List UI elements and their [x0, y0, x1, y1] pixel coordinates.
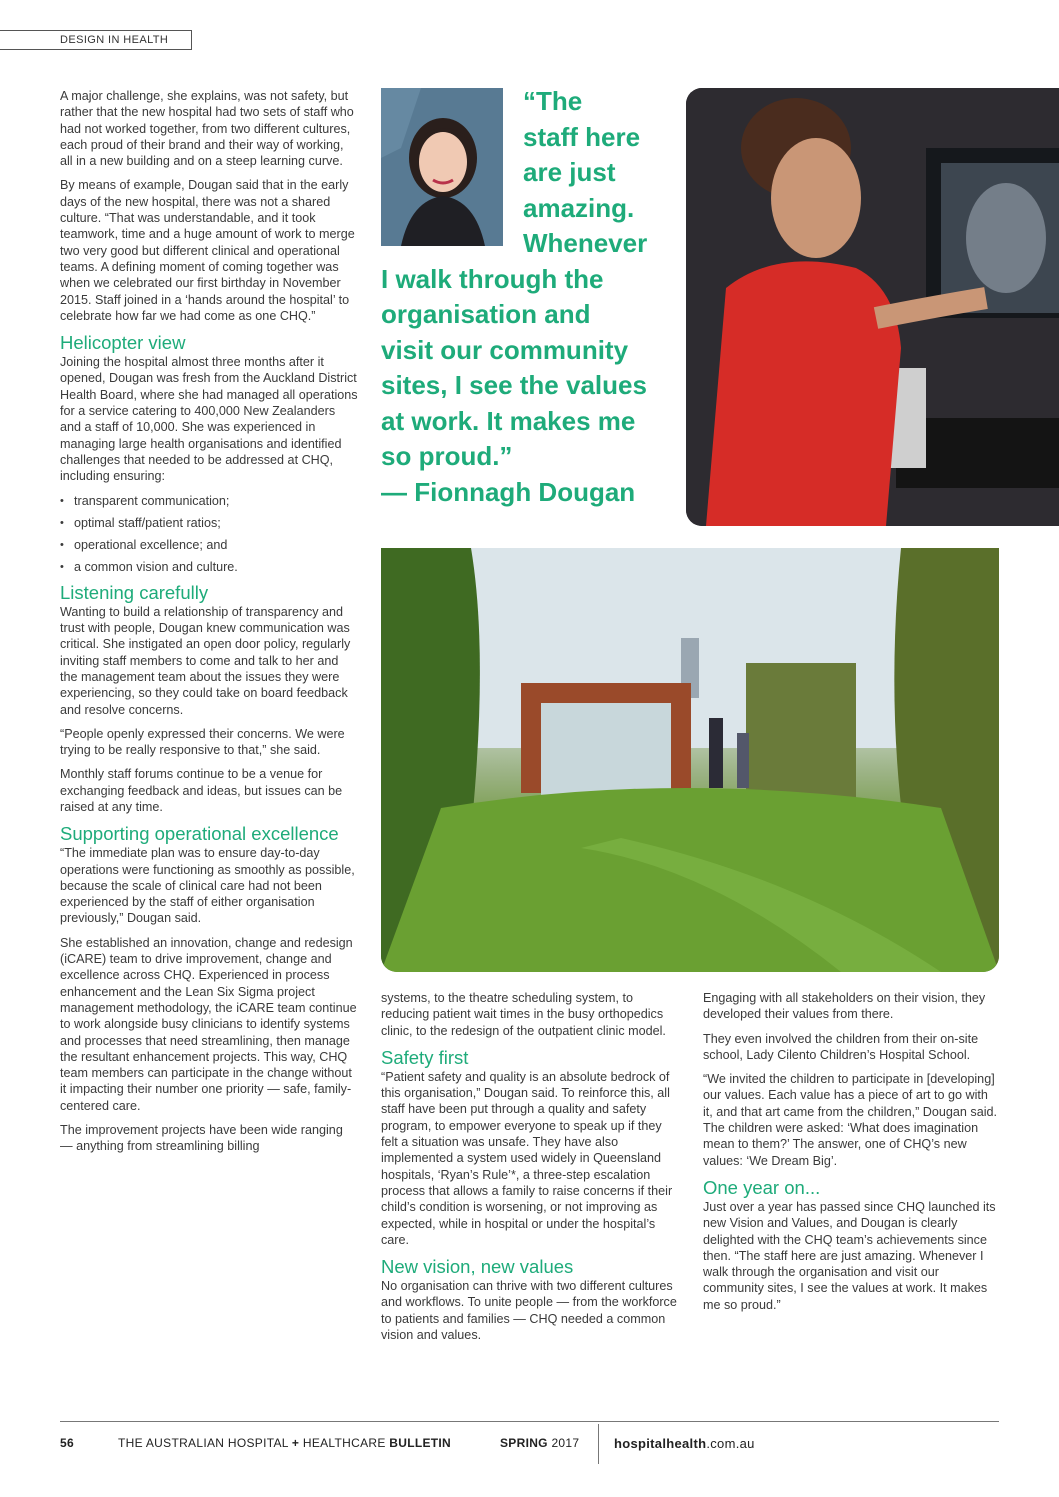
list-item: • a common vision and culture. [60, 559, 358, 575]
publication-name-part: HEALTHCARE [299, 1436, 390, 1450]
quote-line: staff here [523, 121, 641, 152]
issue-year: 2017 [547, 1436, 580, 1450]
section-tag: DESIGN IN HEALTH [0, 30, 192, 50]
subheading-helicopter-view: Helicopter view [60, 332, 186, 354]
quote-line: at work. It makes me [381, 405, 636, 436]
paragraph: Engaging with all stakeholders on their vision, they developed their values from there. [703, 991, 986, 1022]
lab-photo [686, 88, 1059, 526]
publication-name-bold: BULLETIN [389, 1436, 452, 1450]
paragraph: Just over a year has passed since CHQ launched its new Vision and Values, and Dougan is clearly delighted with the CHQ team’s achievements since then. “The staff here are just amazing. Whenever I walk through the organisation and visit our community sites, I see the values at work. It makes me so proud.” [703, 1199, 996, 1312]
paragraph: Wanting to build a relationship of transparency and trust with people, Dougan knew communication was critical. She instigated an open door policy, regularly inviting staff members to come and talk to her and the management team about the issues they were experiencing, so they could take on board feedback and resolve concerns. [60, 604, 351, 717]
quote-line: sites, I see the values [381, 370, 647, 400]
paragraph: “People openly expressed their concerns. We were trying to be really responsive to that,” she said. [60, 726, 345, 758]
website-domain-bold: hospitalhealth [614, 1436, 707, 1451]
plus-symbol: + [291, 1436, 300, 1450]
subheading-new-vision: New vision, new values [381, 1256, 574, 1278]
subheading-safety-first: Safety first [381, 1046, 469, 1068]
quote-attribution: — Fionnagh Dougan [381, 476, 636, 507]
column-2 [381, 990, 677, 1351]
paragraph: Monthly staff forums continue to be a venue for exchanging feedback and ideas, but issues can be raised at any time. [60, 767, 343, 814]
paragraph: systems, to the theatre scheduling system, to reducing patient wait times in the busy orthopedics clinic, to the redesign of the outpatient clinic model. [381, 991, 666, 1038]
rooftop-garden-photo [381, 548, 999, 972]
subheading-listening-carefully: Listening carefully [60, 581, 209, 603]
paragraph: “The immediate plan was to ensure day-to-day operations were functioning as smoothly as possible, because the scale of clinical care had not been experienced by the staff of either organisation previously,” Dougan said. [60, 846, 355, 926]
footer-rule [60, 1421, 999, 1422]
issue-season [500, 1436, 579, 1450]
footer-divider [598, 1424, 599, 1464]
publication-name-part: THE AUSTRALIAN HOSPITAL [118, 1436, 292, 1450]
quote-line: amazing. [523, 192, 635, 223]
paragraph: “Patient safety and quality is an absolute bedrock of this organisation,” Dougan said. To reinforce this, all staff have been put through a quality and safety program, to empower everyone to speak up if they felt a situation was unsafe. They have also implemented a system used widely in Queensland hospitals, ‘Ryan’s Rule’*, a three-step escalation process that allows a family to raise concerns if their child’s condition is worsening, or not improving as expected, while in hospital or under the hospital’s care. [381, 1069, 673, 1247]
list-item: • transparent communication; [60, 493, 358, 509]
lab-illustration [686, 88, 1059, 526]
website-domain-suffix: .com.au [706, 1436, 755, 1451]
garden-illustration [381, 548, 999, 972]
website-link[interactable] [614, 1436, 755, 1451]
paragraph: A major challenge, she explains, was not safety, but rather that the new hospital had two sets of staff who had not worked together, from two different cultures, each proud of their brand and their way of working, all in a new building and on a steep learning curve. [60, 89, 354, 169]
quote-line: are just [523, 157, 616, 187]
list-item: • optimal staff/patient ratios; [60, 515, 358, 531]
pull-quote [381, 84, 701, 524]
quote-line: so proud.” [381, 441, 513, 471]
paragraph: They even involved the children from their on-site school, Lady Cilento Children’s Hospital School. [703, 1031, 979, 1062]
column-3 [703, 990, 999, 1321]
paragraph: By means of example, Dougan said that in the early days of the new hospital, there was not a shared culture. “That was understandable, and it took teamwork, time and a huge amount of work to merge two very good but different clinical and operational teams. A defining moment of coming together was when we celebrated our first birthday in November 2015. Staff joined in a ‘hands around the hospital’ to celebrate how far we had come as one CHQ.” [60, 178, 355, 323]
paragraph: The improvement projects have been wide ranging — anything from streamlining billing [60, 1123, 343, 1154]
quote-line: “The [523, 86, 583, 116]
list-item: • operational excellence; and [60, 537, 358, 553]
season-label: SPRING [500, 1436, 548, 1450]
paragraph: No organisation can thrive with two different cultures and workflows. To unite people — from the workforce to patients and families — CHQ needed a common vision and values. [381, 1279, 677, 1343]
quote-line: organisation and [381, 299, 591, 329]
bullet-list [60, 493, 358, 576]
quote-line: visit our community [381, 334, 629, 365]
column-1 [60, 88, 358, 1163]
publication-name [118, 1436, 451, 1450]
paragraph: Joining the hospital almost three months after it opened, Dougan was fresh from the Auckland District Health Board, where she had managed all operations for a service catering to 400,000 New Zealanders and a staff of 10,000. She was experienced in managing large health organisations and identified challenges that needed to be addressed at CHQ, including ensuring: [60, 355, 358, 484]
subheading-supporting-excellence: Supporting operational excellence [60, 823, 339, 845]
quote-line: Whenever [523, 228, 648, 258]
paragraph: “We invited the children to participate in [developing] our values. Each value has a piece of art to go with it, and that art came from the children,” Dougan said. The children were asked: ‘What does imagination mean to them?’ The answer, one of CHQ’s new values: ‘We Dream Big’. [703, 1072, 998, 1168]
paragraph: She established an innovation, change and redesign (iCARE) team to drive improvement, change and excellence across CHQ. Experienced in process enhancement and the Lean Six Sigma project management methodology, the iCARE team continue to work alongside busy clinicians to identify systems and processes that need streamlining, then manage the resultant enhancement projects. This way, CHQ team members can participate in the change without it impacting their number one priority — safe, family-centered care. [60, 935, 357, 1113]
page-number: 56 [60, 1436, 74, 1450]
quote-line: I walk through the [381, 263, 604, 294]
subheading-one-year-on: One year on... [703, 1176, 821, 1198]
